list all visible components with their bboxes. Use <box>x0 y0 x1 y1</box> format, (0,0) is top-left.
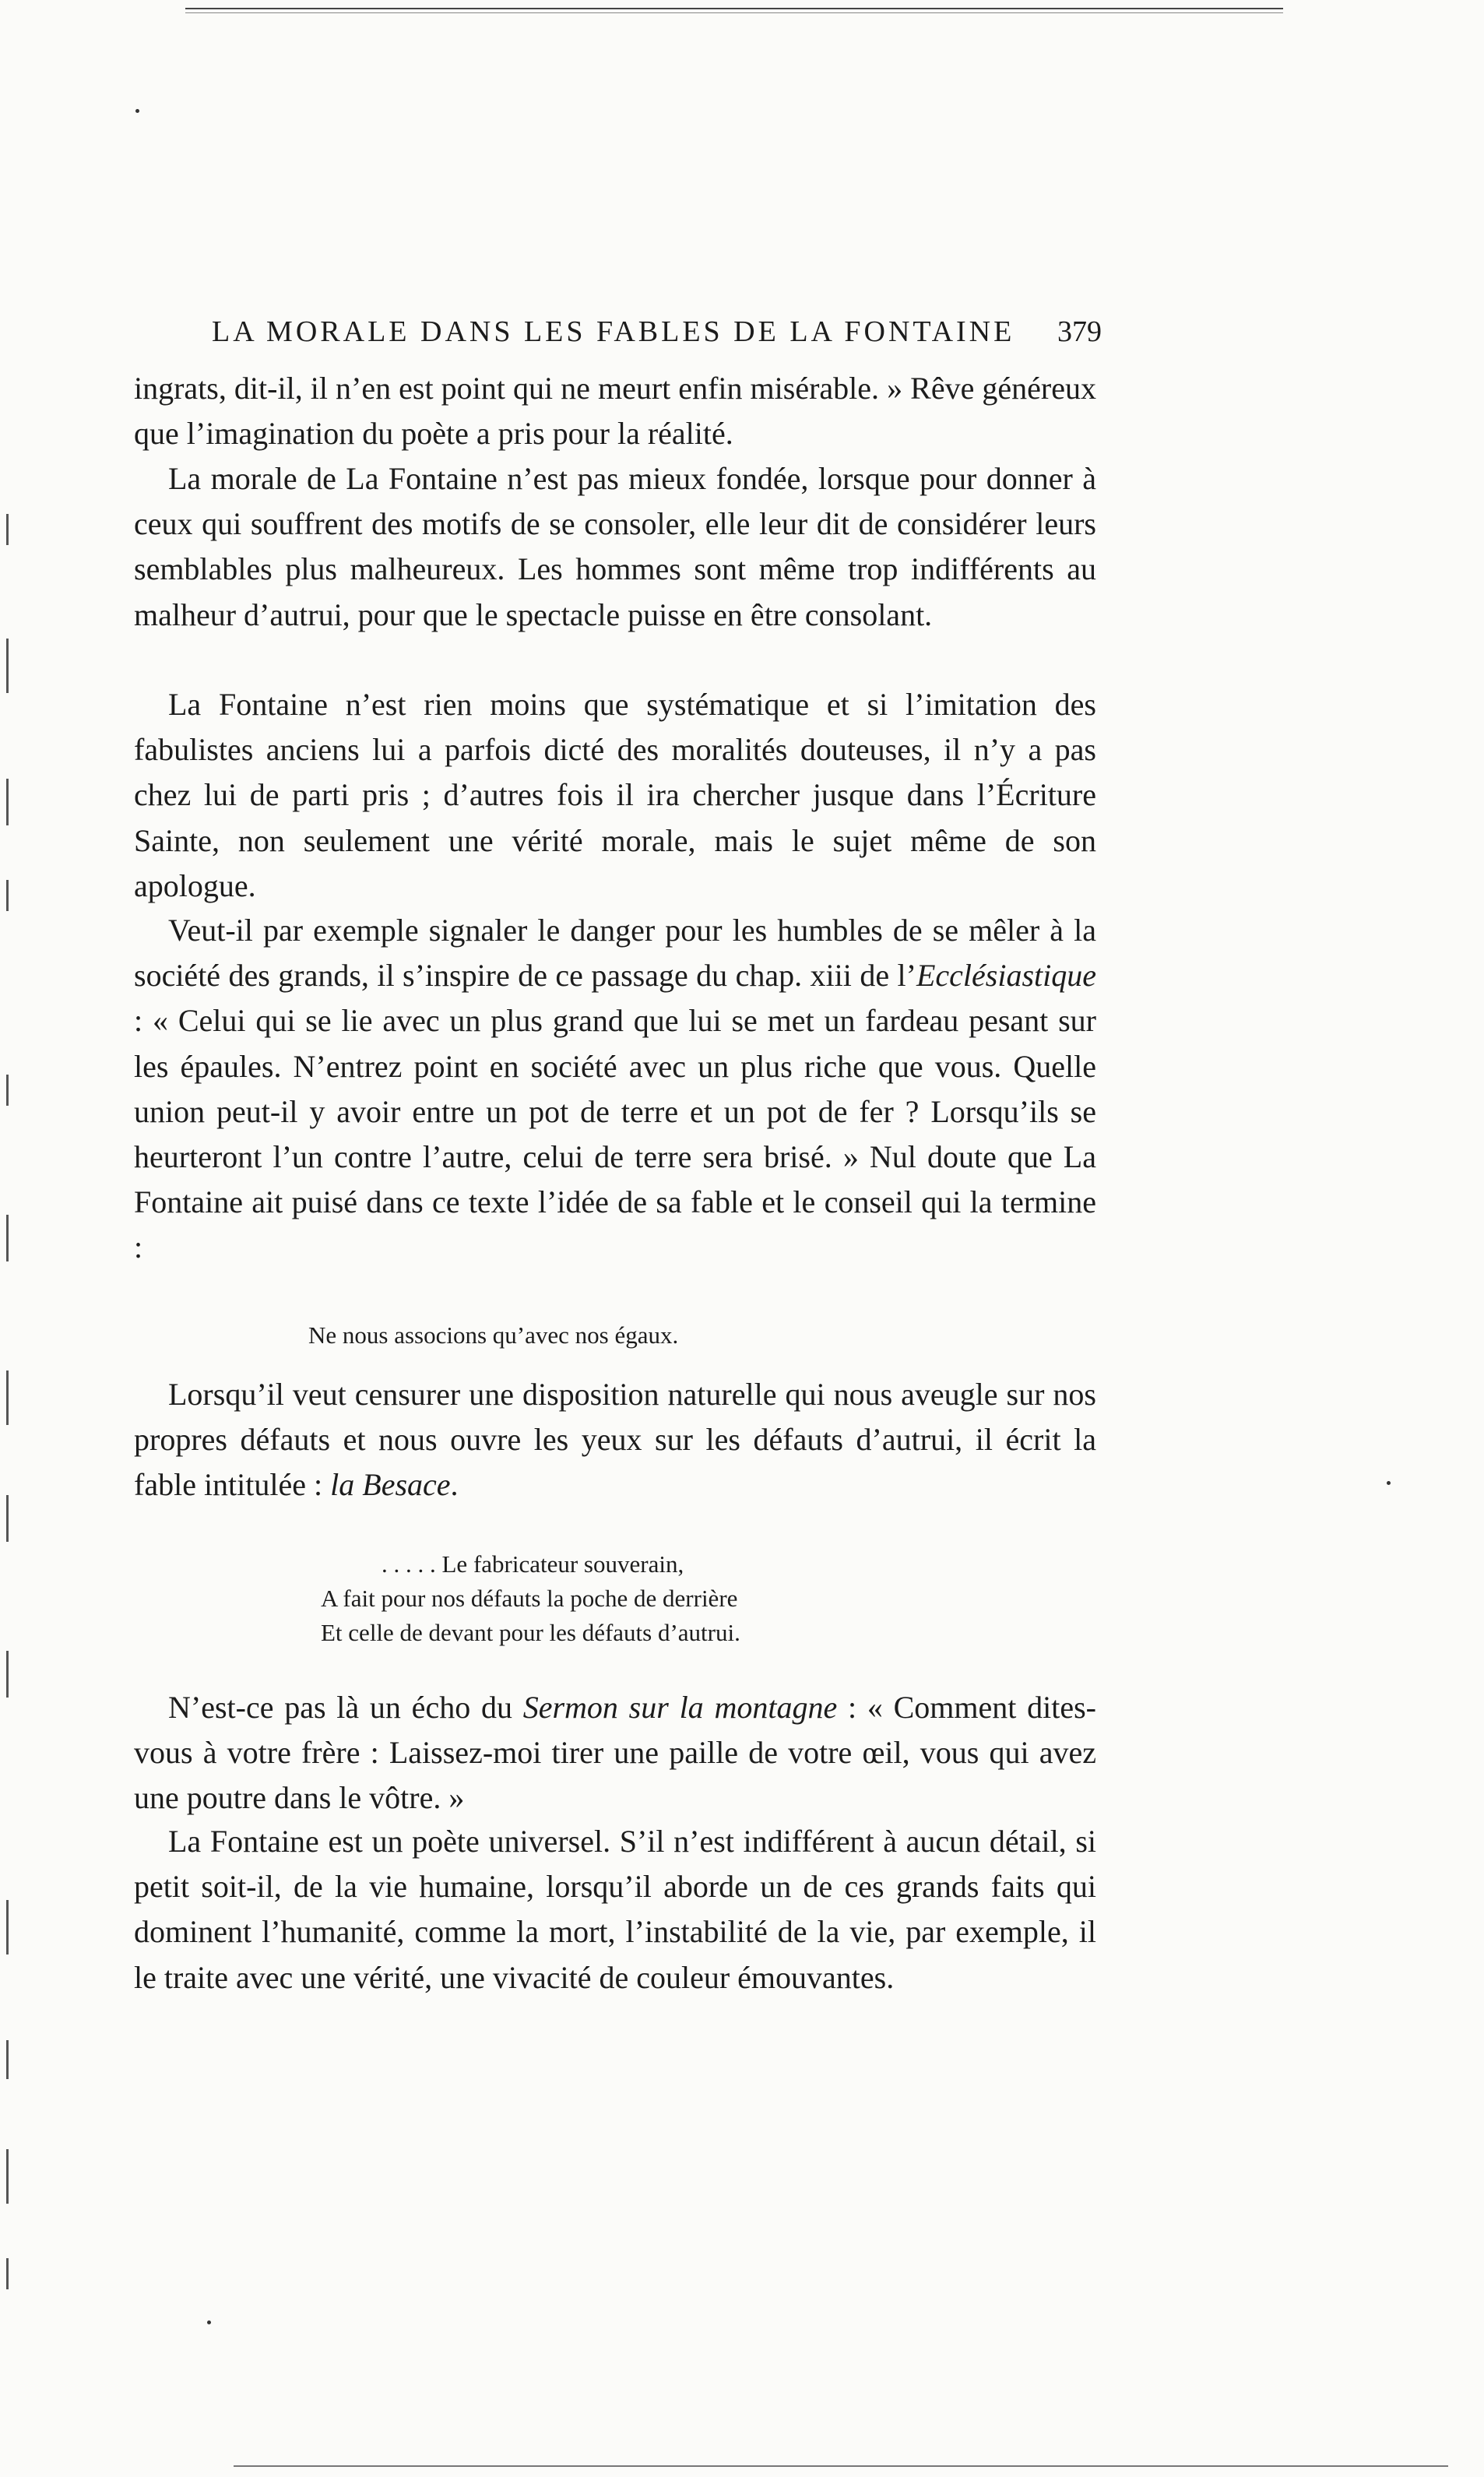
verse-quote-2-line-3: Et celle de devant pour les défauts d’autrui. <box>321 1619 740 1646</box>
margin-mark <box>6 1651 9 1698</box>
margin-mark <box>6 880 9 911</box>
paragraph-6-text: N’est-ce pas là un écho du <box>168 1690 523 1725</box>
paper-speck <box>207 2320 211 2324</box>
paper-speck <box>1387 1481 1391 1485</box>
running-head-title: LA MORALE DANS LES FABLES DE LA FONTAINE <box>212 315 1015 348</box>
paragraph-5-text: Lorsqu’il veut censurer une disposition naturelle qui nous aveugle sur nos propres défauts et nous ouvre les yeux sur les défauts d’autrui, il écrit la fable intitulée : <box>134 1377 1096 1503</box>
bottom-border-line <box>234 2465 1448 2467</box>
verse-quote-1: Ne nous associons qu’avec nos égaux. <box>308 1321 679 1349</box>
paragraph-4-text-cont: : « Celui qui se lie avec un plus grand que lui se met un fardeau pesant sur les épaules. N’entrez point en société avec un plus riche que vous. Quelle union peut-il y avoir entre un pot de terre et un pot de fer ? Lorsqu’ils se heurteront l’un contre l’autre, celui de terre sera brisé. » Nul doute que La Fontaine ait puisé dans ce texte l’idée de sa fable et le conseil qui la termine : <box>134 1003 1096 1265</box>
margin-mark <box>6 2149 9 2204</box>
margin-mark <box>6 779 9 825</box>
paragraph-5-end: . <box>450 1467 459 1503</box>
margin-mark <box>6 1900 9 1955</box>
page-number: 379 <box>1057 315 1102 348</box>
margin-mark <box>6 1495 9 1542</box>
margin-mark <box>6 2040 9 2079</box>
margin-mark <box>6 1215 9 1261</box>
paragraph-3: La Fontaine n’est rien moins que systématique et si l’imitation des fabulistes anciens lui a parfois dicté des moralités douteuses, il n’y a pas chez lui de parti pris ; d’autres fois il ira chercher jusque dans l’Écriture Sainte, non seulement une vérité morale, mais le sujet même de son apologue. <box>134 687 1096 903</box>
paper-speck <box>135 109 139 113</box>
paragraph-6 <box>134 1685 1096 1821</box>
margin-mark <box>6 514 9 545</box>
verse-quote-2-line-2: A fait pour nos défauts la poche de derrière <box>321 1585 738 1612</box>
paragraph-4 <box>134 908 1096 1271</box>
margin-mark <box>6 2258 9 2289</box>
paragraph-1: ingrats, dit-il, il n’en est point qui ne meurt enfin misérable. » Rêve généreux que l’imagination du poète a pris pour la réalité. <box>134 371 1096 452</box>
margin-mark <box>6 1075 9 1106</box>
paragraph-5 <box>134 1372 1096 1508</box>
margin-mark <box>6 1370 9 1425</box>
top-border-line <box>185 8 1283 9</box>
margin-mark <box>6 639 9 693</box>
paragraph-4-text: Veut-il par exemple signaler le danger pour les humbles de se mêler à la société des grands, il s’inspire de ce passage du chap. xiii de l’ <box>134 913 1096 994</box>
sermon-title: Sermon sur la montagne <box>522 1690 838 1725</box>
paragraph-6-text-cont: : « Comment dites-vous à votre frère : Laissez-moi tirer une paille de votre œil, vous qui avez une poutre dans le vôtre. » <box>134 1690 1096 1816</box>
fable-title-besace: la Besace <box>330 1467 451 1503</box>
top-border-line-thin <box>185 12 1283 13</box>
paragraph-2: La morale de La Fontaine n’est pas mieux fondée, lorsque pour donner à ceux qui souffrent des motifs de se consoler, elle leur dit de considérer leurs semblables plus malheureux. Les hommes sont même trop indifférents au malheur d’autrui, pour que le spectacle puisse en être consolant. <box>134 461 1096 632</box>
book-title-ecclesiastique: Ecclésiastique <box>916 958 1096 994</box>
paragraph-7: La Fontaine est un poète universel. S’il n’est indifférent à aucun détail, si petit soit-il, de la vie humaine, lorsqu’il aborde un de ces grands faits qui dominent l’humanité, comme la mort, l’instabilité de la vie, par exemple, il le traite avec une vérité, une vivacité de couleur émouvantes. <box>134 1824 1096 1995</box>
verse-quote-2-line-1: . . . . . Le fabricateur souverain, <box>382 1550 684 1578</box>
